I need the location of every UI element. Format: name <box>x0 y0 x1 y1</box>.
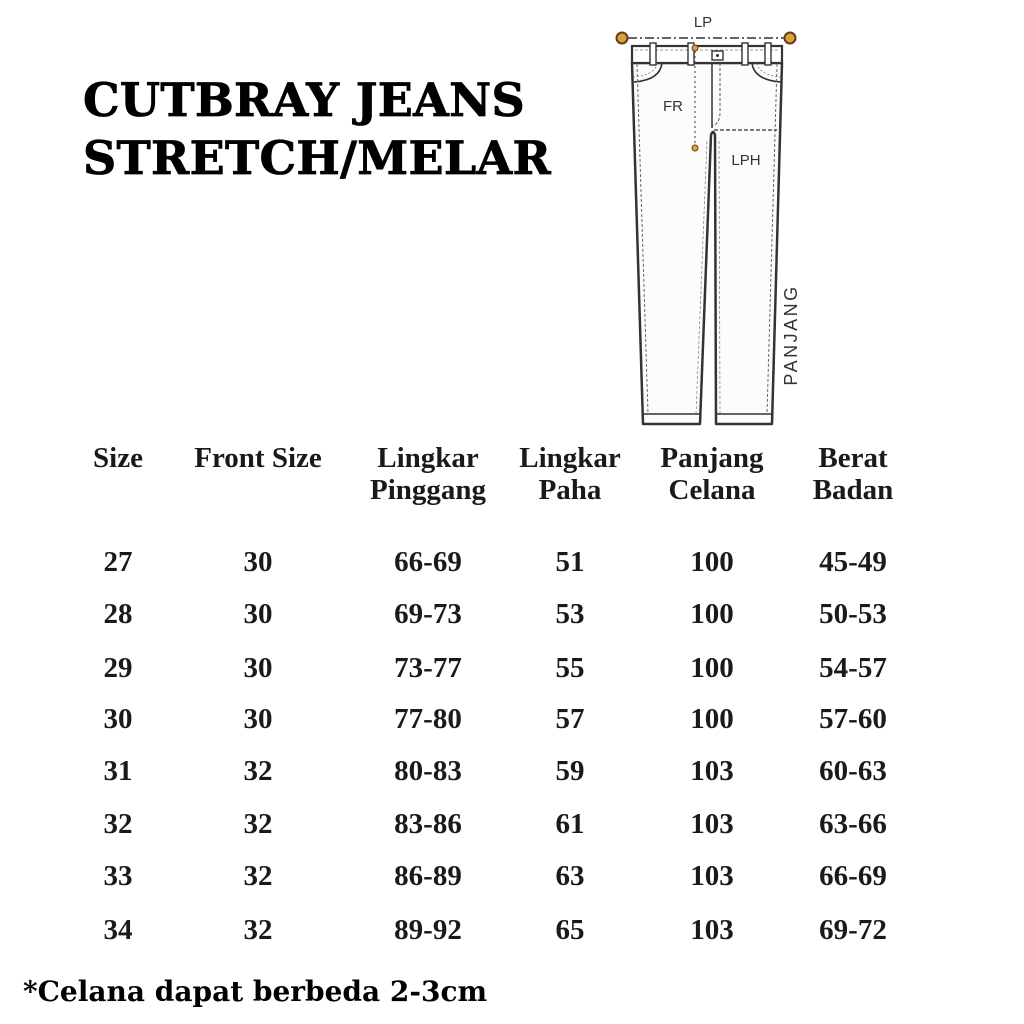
cell-length: 103 <box>690 860 734 892</box>
cell-front-size: 32 <box>243 860 273 892</box>
header-size <box>38 442 198 474</box>
table-row <box>0 598 1024 630</box>
cell-length: 103 <box>690 914 734 946</box>
cell-length: 100 <box>690 598 734 630</box>
pants-icon <box>600 0 830 440</box>
cell-size: 30 <box>103 703 133 735</box>
cell-front-size: 32 <box>243 808 273 840</box>
title-line-1: CUTBRAY JEANS <box>83 73 526 127</box>
cell-size: 27 <box>103 546 133 578</box>
lph-label: LPH <box>731 152 761 169</box>
header-length-line1: Panjang <box>660 442 764 474</box>
cell-length: 100 <box>690 652 734 684</box>
header-front-size <box>178 442 338 474</box>
cell-size: 28 <box>103 598 133 630</box>
footnote: *Celana dapat berbeda 2-3cm <box>23 975 488 1008</box>
cell-size: 33 <box>103 860 133 892</box>
cell-weight: 50-53 <box>819 598 887 630</box>
header-waist-line1: Lingkar <box>377 442 479 474</box>
cell-front-size: 30 <box>243 546 273 578</box>
table-row <box>0 914 1024 946</box>
cell-thigh: 57 <box>555 703 585 735</box>
cell-weight: 69-72 <box>819 914 887 946</box>
cell-length: 100 <box>690 703 734 735</box>
cell-waist: 83-86 <box>394 808 462 840</box>
panjang-label: PANJANG <box>781 284 801 386</box>
table-row <box>0 703 1024 735</box>
cell-front-size: 30 <box>243 652 273 684</box>
cell-weight: 60-63 <box>819 755 887 787</box>
cell-thigh: 51 <box>555 546 585 578</box>
header-front-size-line1: Front Size <box>194 442 322 474</box>
cell-length: 103 <box>690 808 734 840</box>
cell-waist: 80-83 <box>394 755 462 787</box>
cell-length: 103 <box>690 755 734 787</box>
header-weight-line2: Badan <box>812 474 894 506</box>
cell-front-size: 30 <box>243 598 273 630</box>
cell-front-size: 30 <box>243 703 273 735</box>
pants-outline <box>632 63 782 424</box>
header-waist <box>348 442 508 506</box>
fr-marker-top <box>692 45 698 51</box>
belt-loop <box>742 43 748 65</box>
cell-size: 31 <box>103 755 133 787</box>
cell-length: 100 <box>690 546 734 578</box>
cell-thigh: 55 <box>555 652 585 684</box>
header-weight <box>773 442 933 506</box>
table-row <box>0 652 1024 684</box>
cell-thigh: 61 <box>555 808 585 840</box>
cell-thigh: 59 <box>555 755 585 787</box>
cell-waist: 77-80 <box>394 703 462 735</box>
header-thigh-line2: Paha <box>538 474 602 506</box>
cell-thigh: 53 <box>555 598 585 630</box>
cell-waist: 69-73 <box>394 598 462 630</box>
header-length <box>632 442 792 506</box>
header-thigh-line1: Lingkar <box>519 442 621 474</box>
cell-front-size: 32 <box>243 914 273 946</box>
lp-marker-right <box>785 33 796 44</box>
cell-waist: 89-92 <box>394 914 462 946</box>
cell-weight: 63-66 <box>819 808 887 840</box>
cell-front-size: 32 <box>243 755 273 787</box>
header-size-line1: Size <box>93 442 143 474</box>
cell-size: 34 <box>103 914 133 946</box>
belt-loop <box>650 43 656 65</box>
fr-label: FR <box>663 98 683 115</box>
header-thigh <box>490 442 650 506</box>
table-row <box>0 546 1024 578</box>
cell-weight: 45-49 <box>819 546 887 578</box>
button-hole <box>716 54 719 57</box>
cell-thigh: 65 <box>555 914 585 946</box>
table-row <box>0 808 1024 840</box>
cell-waist: 73-77 <box>394 652 462 684</box>
cell-weight: 54-57 <box>819 652 887 684</box>
lp-label: LP <box>693 14 713 31</box>
cell-thigh: 63 <box>555 860 585 892</box>
belt-loop <box>765 43 771 65</box>
title-line-2: STRETCH/MELAR <box>83 131 551 185</box>
cell-waist: 86-89 <box>394 860 462 892</box>
cell-waist: 66-69 <box>394 546 462 578</box>
lp-marker-left <box>617 33 628 44</box>
fr-marker-bottom <box>692 145 698 151</box>
header-weight-line1: Berat <box>818 442 888 474</box>
table-row <box>0 860 1024 892</box>
cell-size: 32 <box>103 808 133 840</box>
cell-size: 29 <box>103 652 133 684</box>
cell-weight: 57-60 <box>819 703 887 735</box>
cell-weight: 66-69 <box>819 860 887 892</box>
header-waist-line2: Pinggang <box>369 474 487 506</box>
table-row <box>0 755 1024 787</box>
header-length-line2: Celana <box>668 474 756 506</box>
